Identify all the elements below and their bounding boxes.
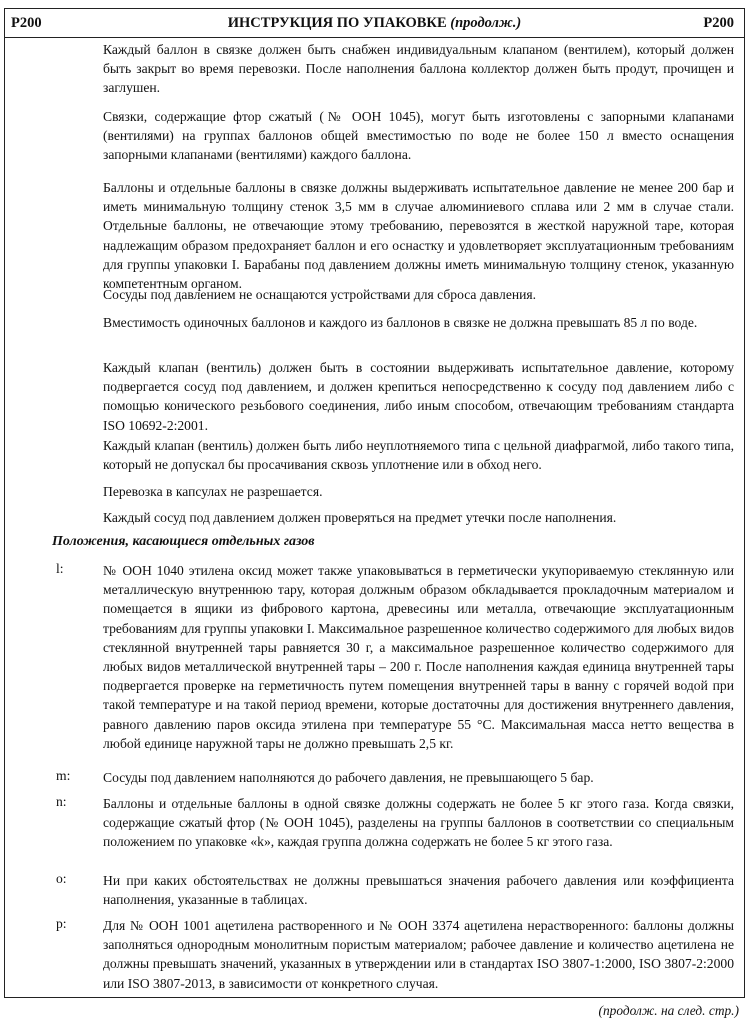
paragraph: Каждый клапан (вентиль) должен быть в состоянии выдерживать испытательное давление, которому подвергается сосуд под давлением, и должен крепиться непосредственно к сосуду под давлением либо с помощью конического резьбового соединения, либо иным способом, отвечающим требованиям стандарта ISO 10692-2:2001. [103,360,734,433]
item-text: Сосуды под давлением наполняются до рабочего давления, не превышающего 5 бар. [103,770,594,785]
title-text: ИНСТРУКЦИЯ ПО УПАКОВКЕ [227,15,447,31]
item-label: p: [56,916,67,931]
page-frame [4,8,745,998]
paragraph: Каждый баллон в связке должен быть снабжен индивидуальным клапаном (вентилем), который должен быть закрыт во время перевозки. После наполнения баллона коллектор должен быть продут, прочищен и заглушен. [103,42,734,96]
item-text: Баллоны и отдельные баллоны в одной связке должны содержать не более 5 кг этого газа. Когда связки, содержащие сжатый фтор (№ ООН 1045), разделены на группы баллонов в соответствии со специальным положением по упаковке «k», каждая группа должна содержать не более 5 кг этого газа. [103,796,734,850]
paragraph: Связки, содержащие фтор сжатый (№ ООН 1045), могут быть изготовлены с запорными клапанами (вентилями) на группах баллонов общей вместимостью по воде не более 150 л вместо оснащения запорными клапанами (вентилями) каждого баллона. [103,109,734,163]
item-label: l: [56,561,64,576]
page-header [5,9,744,38]
item-text: Ни при каких обстоятельствах не должны превышаться значения рабочего давления или коэффициента наполнения, указанные в таблицах. [103,873,734,908]
paragraph: Сосуды под давлением не оснащаются устройствами для сброса давления. [103,287,537,302]
paragraph: Каждый сосуд под давлением должен проверяться на предмет утечки после наполнения. [103,510,617,525]
item-text: Для № ООН 1001 ацетилена растворенного и № ООН 3374 ацетилена нерастворенного: баллоны должны заполняться однородным монолитным пористым материалом; рабочее давление и количество ацетилена не должны превышать значений, указанных в утверждении или в стандартах ISO 3807-1:2000, ISO 3807-2:2000 или ISO 3807-2013, в зависимости от конкретного случая. [103,918,734,991]
item-label: n: [56,794,67,809]
item-text: № ООН 1040 этилена оксид может также упаковываться в герметически укупориваемую стеклянную или металлическую внутреннюю тару, которая должным образом обкладывается прокладочным материалом и помещается в ящики из фибрового картона, древесины или металла, отвечающие эксплуатационным требованиям для группы упаковки I. Максимальное разрешенное количество содержимого для любых видов стеклянной внутренней тары равняется 30 г, а максимальное разрешенное количество содержимого для любых видов металлической внутренней тары – 200 г. После наполнения каждая единица внутренней тары подвергается проверке на герметичность путем помещения внутренней тары в ванну с горячей водой при такой температуре и на такой период времени, которые достаточны для достижения внутреннего давления, равного давлению паров оксида этилена при температуре 55 °C. Максимальная масса нетто вещества в любой единице наружной тары не должно превышать 2,5 кг. [103,563,734,751]
item-label: o: [56,871,67,886]
section-heading: Положения, касающиеся отдельных газов [52,534,315,549]
item-label: m: [56,768,71,783]
paragraph: Баллоны и отдельные баллоны в связке должны выдерживать испытательное давление не менее 200 бар и иметь минимальную толщину стенок 3,5 мм в случае алюминиевого сплава или 2 мм в случае стали. Отдельные баллоны, не отвечающие этому требованию, перевозятся в жесткой наружной таре, которая надлежащим образом предохраняет баллон и его оснастку и удовлетворяет эксплуатационным требованиям для группы упаковки I. Барабаны под давлением должны иметь минимальную толщину стенок, указанную компетентным органом. [103,180,734,292]
title-suffix: (продолж.) [450,15,522,31]
content-body [5,38,744,997]
instruction-code-left: P200 [11,15,42,31]
paragraph: Каждый клапан (вентиль) должен быть либо неуплотняемого типа с цельной диафрагмой, либо такого типа, который не допускал бы просачивания сквозь уплотнение или в обход него. [103,438,734,473]
page-title [5,15,744,32]
instruction-code-right: P200 [703,15,734,31]
paragraph: Вместимость одиночных баллонов и каждого из баллонов в связке не должна превышать 85 л по воде. [103,315,698,330]
paragraph: Перевозка в капсулах не разрешается. [103,484,323,499]
continuation-note: (продолж. на след. стр.) [598,1003,739,1018]
